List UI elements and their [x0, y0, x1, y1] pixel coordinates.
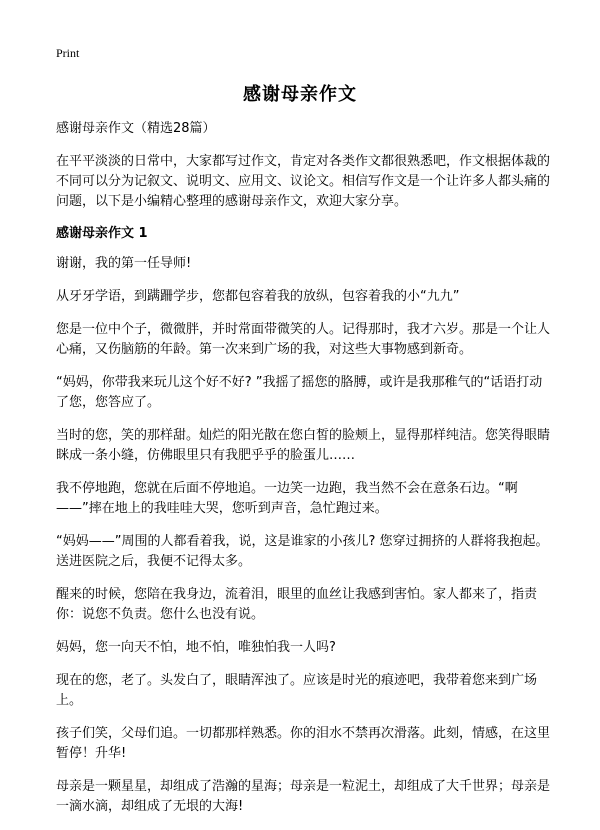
- document-body: [56, 120, 550, 830]
- paragraph: 现在的您，老了。头发白了，眼睛浑浊了。应该是时光的痕迹吧，我带着您来到广场上。: [56, 673, 538, 708]
- paragraph: 当时的您，笑的那样甜。灿烂的阳光散在您白皙的脸颊上，显得那样纯洁。您笑得眼睛眯成一条小缝，仿佛眼里只有我肥乎乎的脸蛋儿……: [56, 428, 551, 463]
- paragraph: 我不停地跑，您就在后面不停地追。一边笑一边跑，我当然不会在意条石边。“啊——”摔在地上的我哇哇大哭，您听到声音，急忙跑过来。: [56, 481, 518, 516]
- intro-paragraph: 在平平淡淡的日常中，大家都写过作文，肯定对各类作文都很熟悉吧，作文根据体裁的不同可以分为记叙文、说明文、应用文、议论文。相信写作文是一个让许多人都头痛的问题，以下是小编精心整理的感谢母亲作文，欢迎大家分享。: [56, 154, 551, 209]
- paragraph: 母亲是一颗星星，却组成了浩瀚的星海；母亲是一粒泥土，却组成了大千世界；母亲是一滴水滴，却组成了无垠的大海!: [56, 779, 551, 814]
- paragraph: “妈妈——”周围的人都看着我，说，这是谁家的小孩儿? 您穿过拥挤的人群将我抱起。送进医院之后，我便不记得太多。: [56, 534, 549, 569]
- print-link[interactable]: Print: [56, 46, 80, 60]
- paragraph: 从牙牙学语，到蹒跚学步，您都包容着我的放纵，包容着我的小“九九”: [56, 289, 460, 304]
- paragraph: 醒来的时候，您陪在我身边，流着泪，眼里的血丝让我感到害怕。家人都来了，指责你：说您不负责。您什么也没有说。: [56, 587, 538, 622]
- paragraph: 您是一位中个子，微微胖，并时常面带微笑的人。记得那时，我才六岁。那是一个让人心痛，又伤脑筋的年龄。第一次来到广场的我，对这些大事物感到新奇。: [56, 322, 551, 357]
- paragraph: 妈妈，您一向天不怕，地不怕，唯独怕我一人吗?: [56, 640, 336, 655]
- section-heading: 感谢母亲作文 1: [56, 226, 148, 241]
- paragraph: “妈妈，你带我来玩儿这个好不好? ”我摇了摇您的胳膊，或许是我那稚气的“话语打动了您，您答应了。: [56, 375, 543, 410]
- document-subtitle: 感谢母亲作文（精选28篇）: [56, 121, 216, 136]
- document-title: 感谢母亲作文: [243, 84, 357, 105]
- paragraph: 谢谢，我的第一任导师!: [56, 256, 192, 271]
- paragraph: 孩子们笑，父母们追。一切都那样熟悉。你的泪水不禁再次滑落。此刻，情感，在这里暂停！升华!: [56, 726, 551, 761]
